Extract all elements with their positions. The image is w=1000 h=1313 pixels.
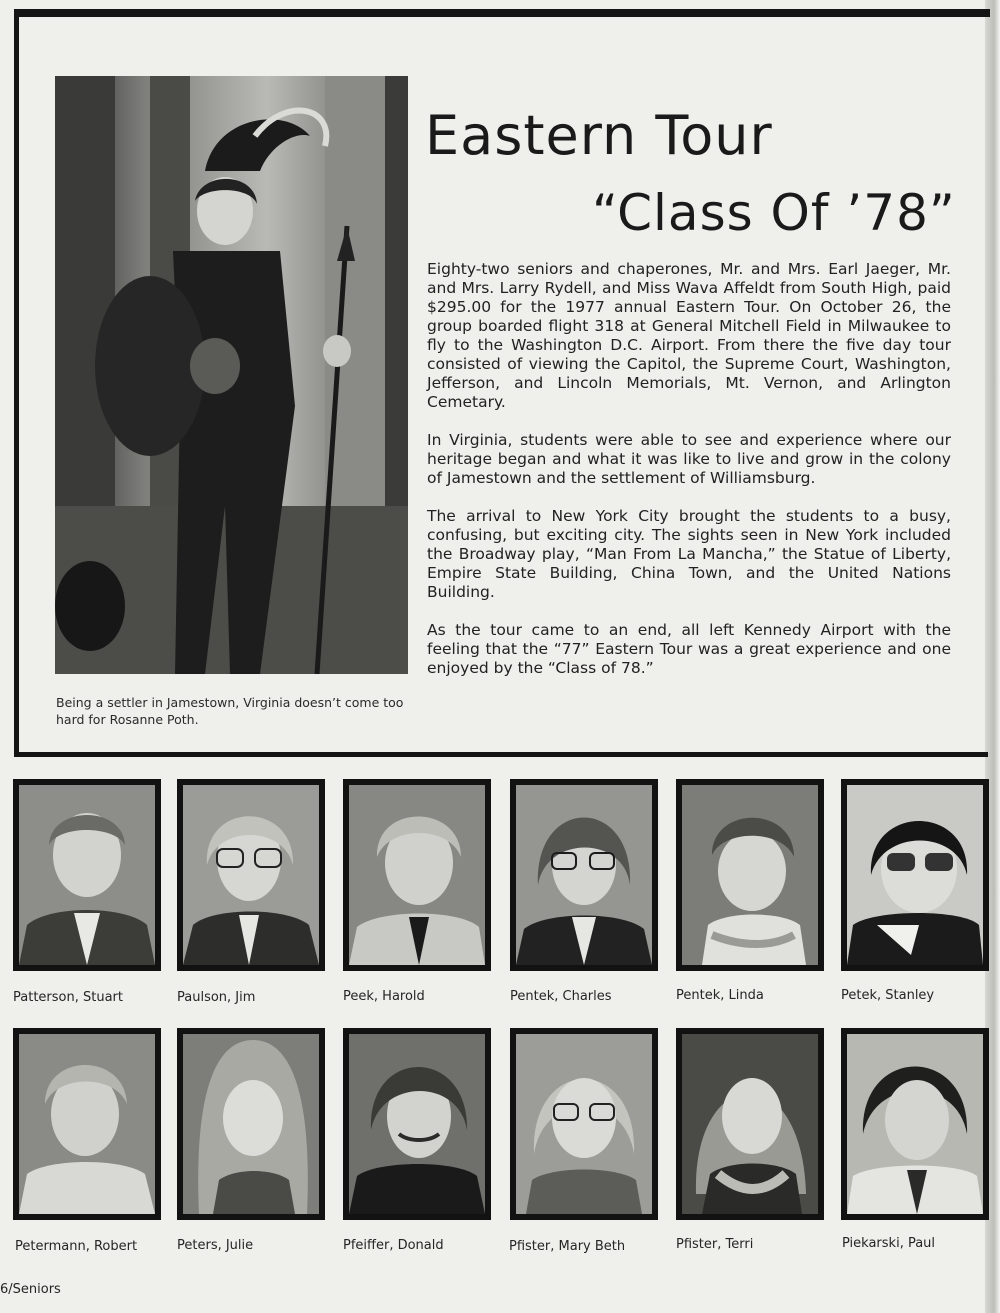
senior-portrait [177,779,325,971]
senior-portrait [841,1028,989,1220]
portrait-photo [19,1034,155,1214]
senior-portrait [177,1028,325,1220]
senior-portrait [13,1028,161,1220]
senior-portrait [841,779,989,971]
portrait-photo [349,785,485,965]
senior-name: Piekarski, Paul [842,1236,936,1251]
portrait-photo [847,785,983,965]
senior-name: Pfeiffer, Donald [343,1238,444,1253]
portrait-photo [516,1034,652,1214]
headline-class-of-78: “Class Of ’78” [592,184,956,242]
senior-portrait [343,779,491,971]
senior-name: Paulson, Jim [177,990,256,1005]
senior-name: Pfister, Mary Beth [509,1239,626,1254]
portrait-photo [183,785,319,965]
portrait-photo [847,1034,983,1214]
portrait-photo [682,785,818,965]
senior-name: Petek, Stanley [841,988,935,1003]
page-footer-label: 6/Seniors [0,1282,61,1297]
headline-eastern-tour: Eastern Tour [425,104,773,167]
senior-portrait [676,1028,824,1220]
senior-name: Peters, Julie [177,1238,254,1253]
senior-name: Peek, Harold [343,989,425,1004]
article-body [427,260,951,697]
article-paragraph: As the tour came to an end, all left Kennedy Airport with the feeling that the “77” Eastern Tour was a great experience and one enjoyed by the “Class of 78.” [427,621,951,677]
article-paragraph: The arrival to New York City brought the students to a busy, confusing, but exciting city. The sights seen in New York included the Broadway play, “Man From La Mancha,” the Statue of Liberty, Empire State Building, China Town, and the United Nations Building. [427,507,951,601]
photo-caption: Being a settler in Jamestown, Virginia doesn’t come too hard for Rosanne Poth. [56,695,404,727]
senior-name: Petermann, Robert [15,1239,138,1254]
portrait-photo [682,1034,818,1214]
senior-portrait [676,779,824,971]
portrait-photo [349,1034,485,1214]
senior-portrait [510,1028,658,1220]
senior-name: Patterson, Stuart [13,990,123,1005]
feature-photo [55,76,408,674]
senior-name: Pentek, Charles [510,989,612,1004]
portrait-photo [183,1034,319,1214]
senior-name: Pfister, Terri [676,1237,754,1252]
senior-portrait [510,779,658,971]
portrait-photo [19,785,155,965]
article-paragraph: Eighty-two seniors and chaperones, Mr. and Mrs. Earl Jaeger, Mr. and Mrs. Larry Rydell, and Miss Wava Affeldt from South High, paid $295.00 for the 1977 annual Eastern Tour. On October 26, the group boarded flight 318 at General Mitchell Field in Milwaukee to fly to the Washington D.C. Airport. From there the five day tour consisted of viewing the Capitol, the Supreme Court, Washington, Jefferson, and Lincoln Memorials, Mt. Vernon, and Arlington Cemetary. [427,260,951,411]
senior-name: Pentek, Linda [676,988,764,1003]
article-paragraph: In Virginia, students were able to see and experience where our heritage began and what it was like to live and grow in the colony of Jamestown and the settlement of Williamsburg. [427,431,951,487]
senior-portrait [13,779,161,971]
settler-photo-illustration [55,76,408,674]
senior-portrait [343,1028,491,1220]
portrait-photo [516,785,652,965]
